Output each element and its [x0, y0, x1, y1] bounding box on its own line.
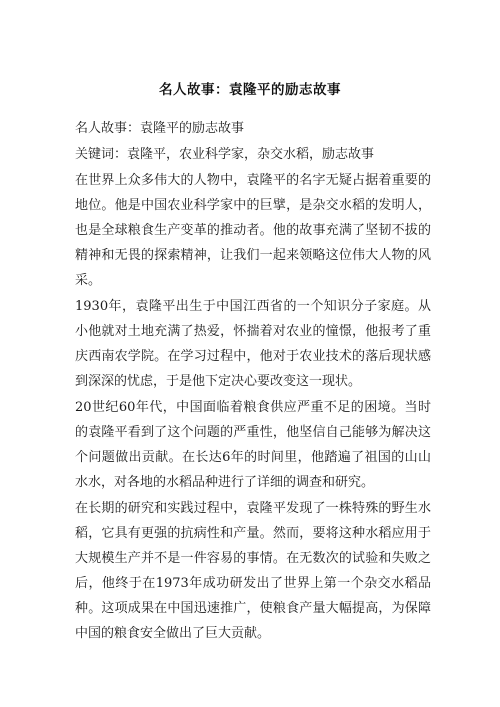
paragraph-early-life: 1930年，袁隆平出生于中国江西省的一个知识分子家庭。从小他就对土地充满了热爱，怀揣着对农业的憧憬，他报考了重庆西南农学院。在学习过程中，他对于农业技术的落后现状感到深深的忧虑，于是他下定决心要改变这一现状。: [75, 299, 431, 389]
keywords-line: 关键词：袁隆平，农业科学家，杂交水稻，励志故事: [75, 147, 375, 162]
document-title: 名人故事：袁隆平的励志故事: [159, 82, 341, 98]
document-body: [75, 116, 431, 647]
paragraph-intro: 在世界上众多伟大的人物中，袁隆平的名字无疑占据着重要的地位。他是中国农业科学家中的巨擘，是杂交水稻的发明人，也是全球粮食生产变革的推动者。他的故事充满了坚韧不拔的精神和无畏的探索精神，让我们一起来领略这位伟大人物的风采。: [75, 173, 431, 288]
subtitle-line: 名人故事：袁隆平的励志故事: [75, 121, 245, 136]
paragraph-breakthrough: 在长期的研究和实践过程中，袁隆平发现了一株特殊的野生水稻，它具有更强的抗病性和产量。然而，要将这种水稻应用于大规模生产并不是一件容易的事情。在无数次的试验和失败之后，他终于在1973年成功研发出了世界上第一个杂交水稻品种。这项成果在中国迅速推广，使粮食产量大幅提高，为保障中国的粮食安全做出了巨大贡献。: [75, 501, 431, 641]
paragraph-research: 20世纪60年代，中国面临着粮食供应严重不足的困境。当时的袁隆平看到了这个问题的严重性，他坚信自己能够为解决这个问题做出贡献。在长达6年的时间里，他踏遍了祖国的山山水水，对各地的水稻品种进行了详细的调查和研究。: [75, 400, 431, 490]
